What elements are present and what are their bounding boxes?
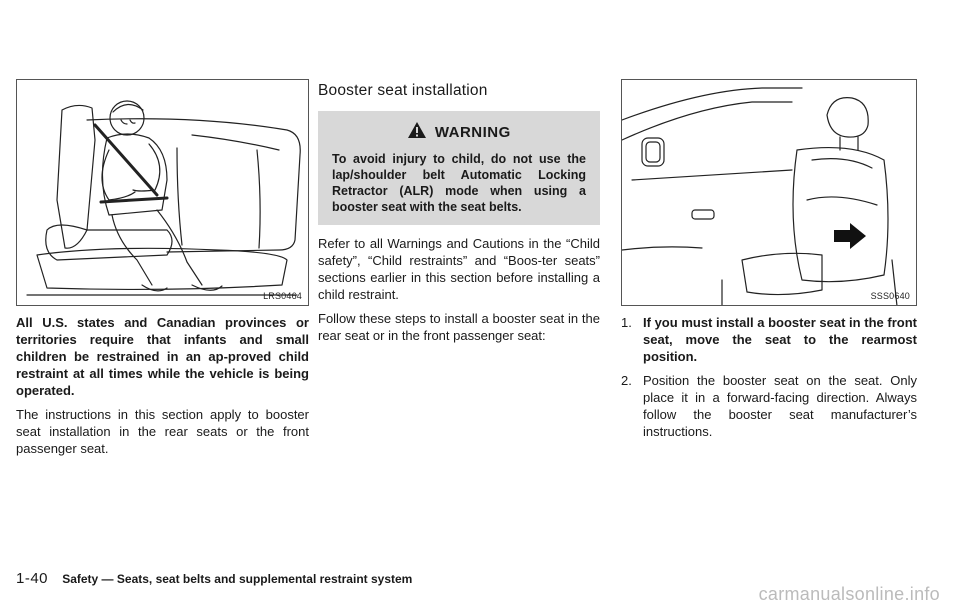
installation-steps bbox=[621, 314, 917, 440]
follow-steps-paragraph: Follow these steps to install a booster seat in the rear seat or in the front passenger seat: bbox=[318, 311, 600, 343]
watermark: carmanualsonline.info bbox=[758, 584, 940, 604]
step-1-text: If you must install a booster seat in the front seat, move the seat to the rearmost position. bbox=[643, 315, 917, 364]
child-booster-illustration bbox=[17, 80, 309, 306]
instructions-scope-paragraph: The instructions in this section apply to booster seat installation in the rear seats or the front passenger seat. bbox=[16, 407, 309, 456]
figure-child-booster-seat bbox=[16, 79, 309, 306]
step-2-text: Position the booster seat on the seat. Only place it in a forward-facing direction. Always follow the booster seat manufacturer’s instructions. bbox=[643, 373, 917, 439]
figure-code-left: LRS0464 bbox=[263, 291, 302, 301]
step-2 bbox=[621, 372, 917, 440]
section-heading: Booster seat installation bbox=[318, 82, 488, 99]
step-2-number: 2. bbox=[621, 373, 632, 388]
step-1-number: 1. bbox=[621, 315, 632, 330]
figure-code-right: SSS0640 bbox=[870, 291, 910, 301]
left-column bbox=[16, 314, 309, 464]
front-seat-illustration bbox=[622, 80, 917, 306]
figure-front-seat bbox=[621, 79, 917, 306]
warning-text: To avoid injury to child, do not use the lap/shoulder belt Automatic Locking Retractor (ALR) mode when using a booster seat with the seat belts. bbox=[332, 152, 586, 214]
section-title: Safety — Seats, seat belts and supplemental restraint system bbox=[62, 572, 413, 586]
page-number: 1-40 bbox=[16, 570, 49, 587]
warning-box bbox=[318, 111, 600, 225]
requirement-paragraph: All U.S. states and Canadian provinces or territories require that infants and small children be restrained in an ap-proved child restraint at all times while the vehicle is being operated. bbox=[16, 315, 309, 398]
page-footer bbox=[16, 570, 412, 587]
step-1 bbox=[621, 314, 917, 365]
warning-triangle-icon bbox=[407, 127, 431, 142]
warning-label: WARNING bbox=[434, 123, 511, 141]
right-column bbox=[621, 314, 917, 447]
refer-paragraph: Refer to all Warnings and Cautions in the “Child safety”, “Child restraints” and “Boos-ter seats” sections earlier in this section before installing a child restraint. bbox=[318, 236, 600, 302]
middle-column bbox=[318, 82, 600, 351]
warning-header bbox=[332, 111, 586, 151]
